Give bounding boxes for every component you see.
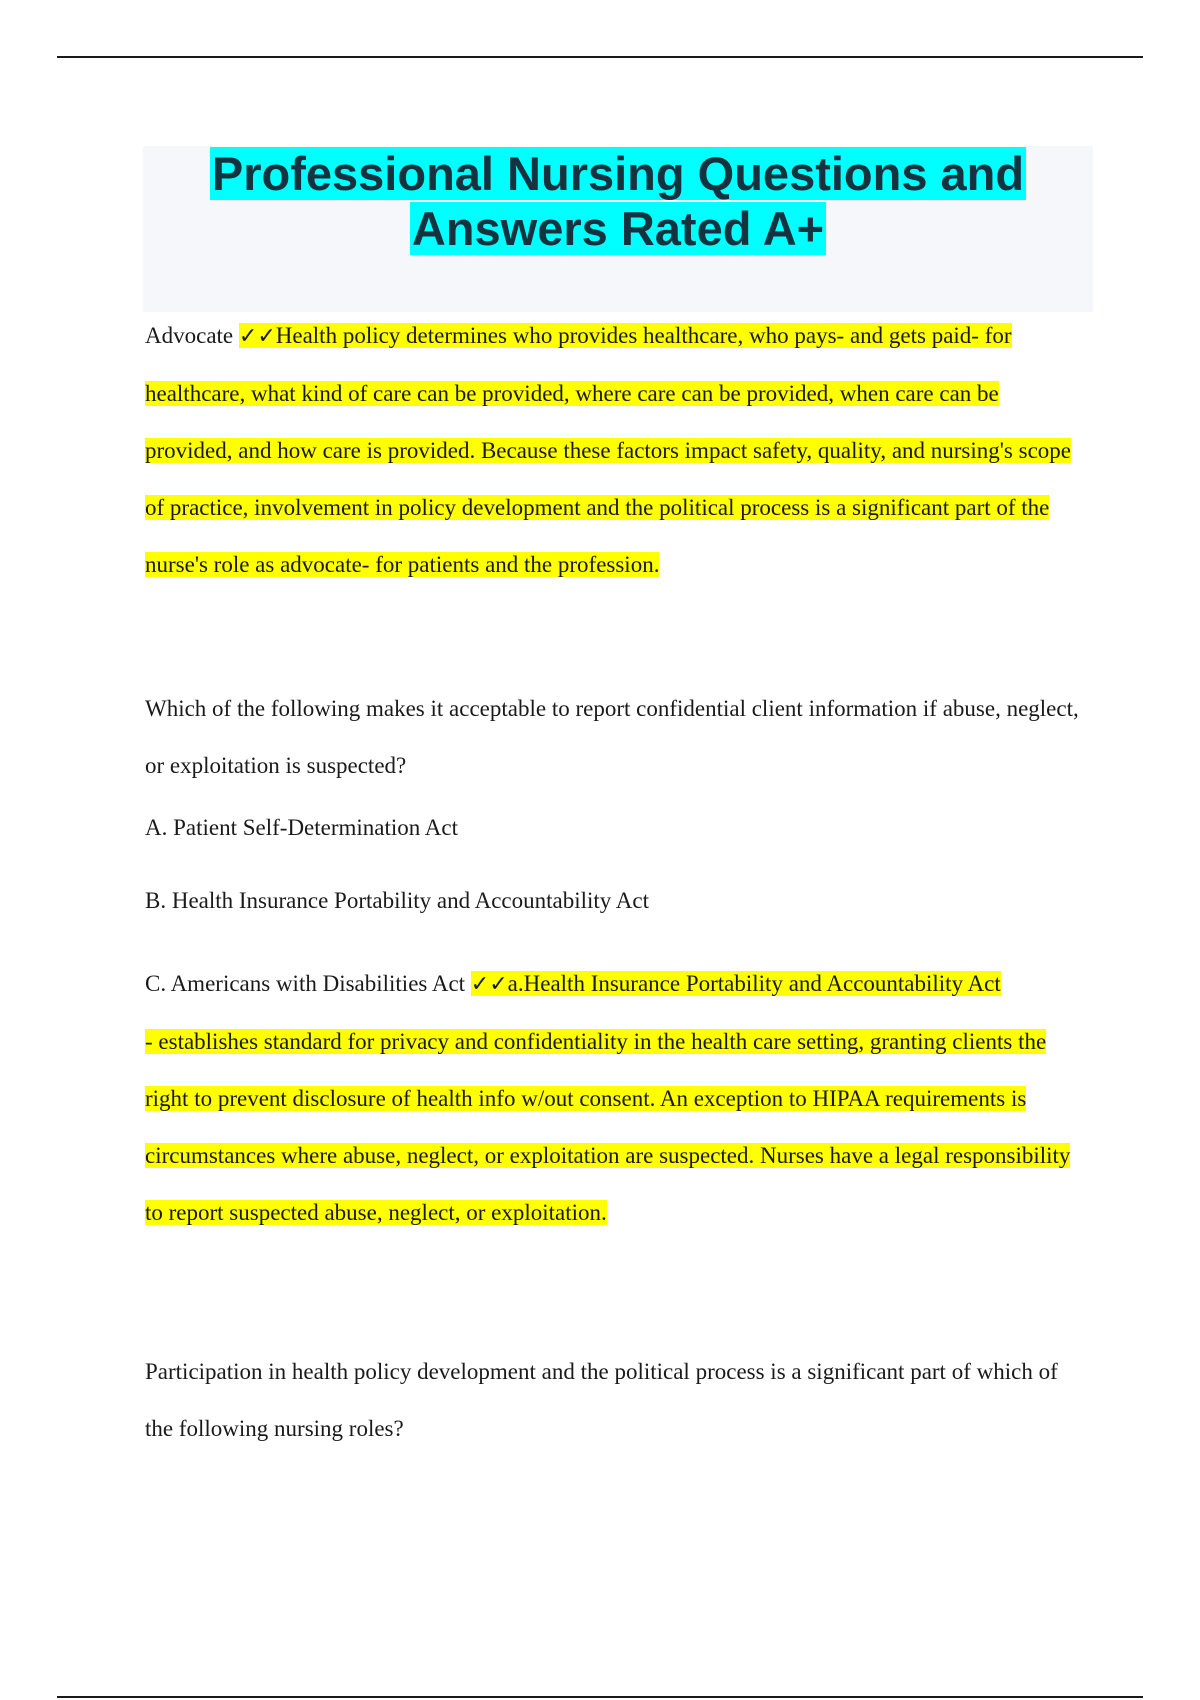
answer-highlight bbox=[145, 971, 1070, 1225]
document-title bbox=[143, 146, 1093, 256]
title-line-2: Answers Rated A+ bbox=[411, 202, 825, 255]
title-line-1: Professional Nursing Questions and bbox=[211, 147, 1025, 200]
question-nursing-roles: Participation in health policy development and the political process is a significant part of which of the following nursing roles? bbox=[145, 1359, 1058, 1441]
bottom-rule bbox=[57, 1696, 1143, 1698]
answer-first-line: a.Health Insurance Portability and Accountability Act bbox=[507, 971, 1001, 996]
double-check-icon: ✓✓ bbox=[238, 324, 276, 349]
flashcard-term: Advocate bbox=[145, 323, 234, 348]
double-check-icon: ✓✓ bbox=[470, 972, 508, 997]
answer-option-c: C. Americans with Disabilities Act bbox=[145, 971, 466, 996]
answer-option-b: B. Health Insurance Portability and Accountability Act bbox=[145, 888, 649, 913]
answer-option-c-with-answer bbox=[145, 955, 1085, 1241]
answer-explanation: - establishes standard for privacy and confidentiality in the health care setting, granting clients the right to prevent disclosure of health info w/out consent. An exception to HIPAA requirements is circumstances where abuse, neglect, or exploitation are suspected. Nurses have a legal responsibility to report suspected abuse, neglect, or exploitation. bbox=[145, 1029, 1071, 1225]
answer-option-a: A. Patient Self-Determination Act bbox=[145, 815, 458, 840]
top-rule bbox=[57, 56, 1143, 58]
question-confidentiality: Which of the following makes it acceptable to report confidential client information if abuse, neglect, or exploitation is suspected? bbox=[145, 696, 1079, 778]
flashcard-advocate bbox=[145, 307, 1085, 593]
flashcard-answer: Health policy determines who provides healthcare, who pays- and gets paid- for healthcare, what kind of care can be provided, where care can be provided, when care can be provided, and how care is provided. Because these factors impact safety, quality, and nursing's scope of practice, involvement in policy development and the political process is a significant part of the nurse's role as advocate- for patients and the profession. bbox=[145, 323, 1071, 577]
flashcard-answer-highlight bbox=[145, 323, 1071, 577]
